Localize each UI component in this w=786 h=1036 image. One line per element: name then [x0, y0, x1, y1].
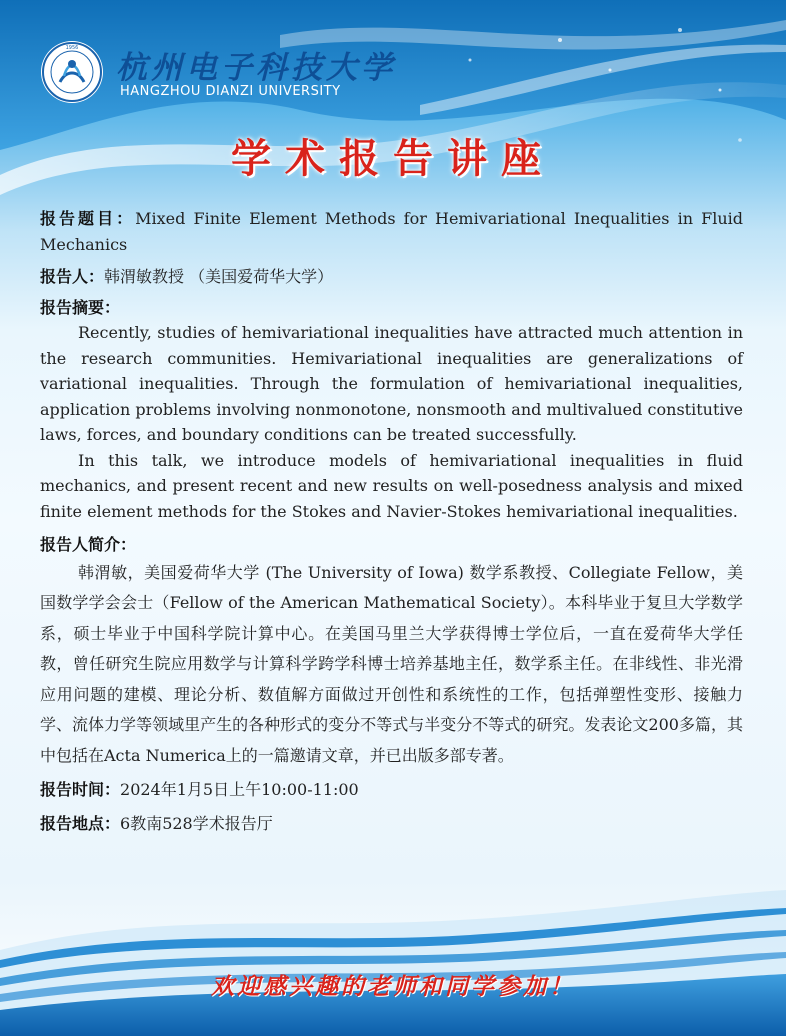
- abstract-paragraph-2: In this talk, we introduce models of hemivariational inequalities in fluid mechanics, and present recent and new results on well-posedness analysis and mixed finite element methods for the Stokes and Navier-Stokes hemivariational inequalities.: [40, 450, 743, 521]
- university-name-chinese: 杭州电子科技大学: [116, 50, 396, 86]
- poster-title: 学术报告讲座: [231, 136, 555, 182]
- time-label: 报告时间：: [40, 780, 121, 799]
- topic-line: [40, 206, 743, 257]
- place-text: 6教南528学术报告厅: [120, 813, 273, 833]
- university-emblem-icon: [40, 40, 104, 104]
- topic-label: 报告题目：: [40, 209, 136, 228]
- bio-heading: [40, 532, 743, 558]
- university-name-english: HANGZHOU DIANZI UNIVERSITY: [120, 84, 341, 99]
- footer-wave-decoration: [0, 890, 786, 1036]
- abstract-label: 报告摘要：: [40, 297, 121, 317]
- bio-paragraph: 韩渭敏，美国爱荷华大学 (The University of Iowa) 数学系教授、Collegiate Fellow，美国数学学会会士（Fellow of the American Mathematical Society）。本科毕业于复旦大学数学系，硕士毕业于中国科学院计算中心。在美国马里兰大学获得博士学位后，一直在爱荷华大学任教，曾任研究生院应用数学与计算科学跨学科博士培养基地主任，数学系主任。在非线性、非光滑应用问题的建模、理论分析、数值解方面做过开创性和系统性的工作，包括弹塑性变形、接触力学、流体力学等领域里产生的各种形式的变分不等式与半变分不等式的研究。发表论文200多篇，其中包括在Acta Numerica上的一篇邀请文章，并已出版多部专著。: [40, 562, 743, 765]
- welcome-message: 欢迎感兴趣的老师和同学参加！: [211, 973, 575, 1000]
- time-text: 2024年1月5日上午10:00-11:00: [120, 780, 359, 799]
- abstract-heading: [40, 295, 743, 321]
- report-content: [40, 206, 743, 836]
- speaker-text: 韩渭敏教授 （美国爱荷华大学）: [104, 267, 334, 286]
- abstract-paragraph-1: Recently, studies of hemivariational inequalities have attracted much attention in the research communities. Hemivariational inequalities are generalizations of variational inequalities. Through the formulation of hemivariational inequalities, application problems involving nonmonotone, nonsmooth and multivalued constitutive laws, forces, and boundary conditions can be treated successfully.: [40, 323, 743, 444]
- speaker-label: 报告人：: [40, 267, 105, 286]
- topic-text: Mixed Finite Element Methods for Hemivariational Inequalities in Fluid Mechanics: [40, 209, 743, 254]
- place-line: [40, 811, 743, 837]
- place-label: 报告地点：: [40, 813, 121, 833]
- bio-label: 报告人简介：: [40, 535, 137, 554]
- svg-text:1956: 1956: [65, 45, 79, 51]
- speaker-line: [40, 264, 743, 290]
- time-line: [40, 777, 743, 803]
